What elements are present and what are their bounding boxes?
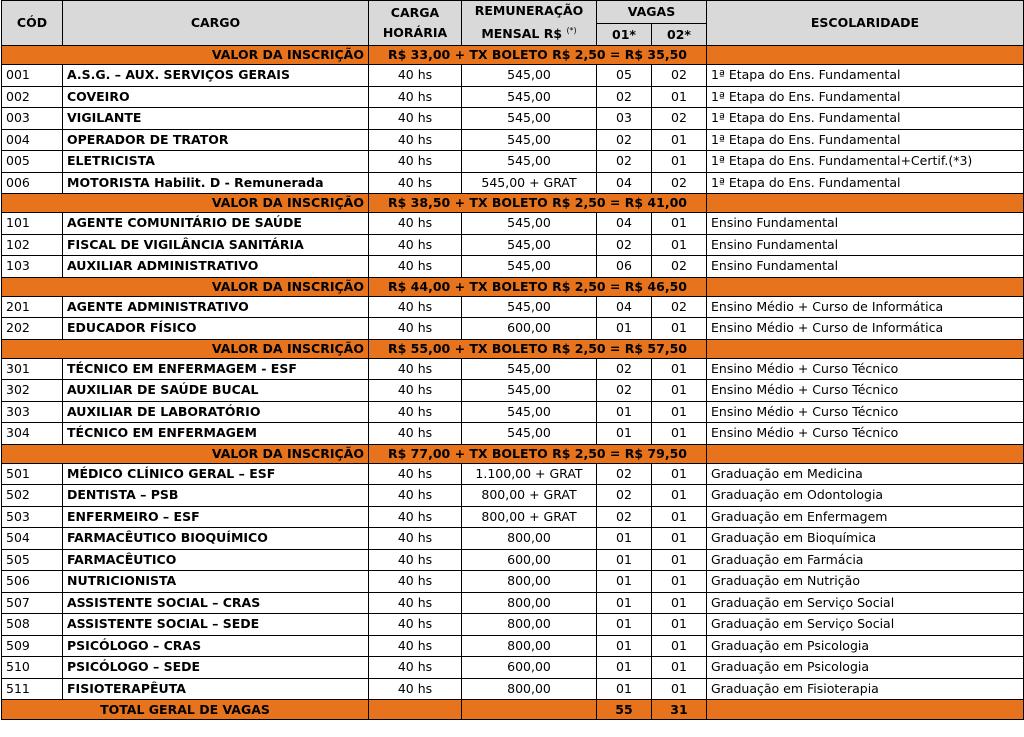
fee-empty: [707, 339, 1024, 358]
cell-vagas-02: 01: [652, 635, 707, 657]
cell-carga: 40 hs: [369, 401, 462, 423]
cell-vagas-01: 02: [597, 380, 652, 402]
cell-cargo: COVEIRO: [63, 86, 369, 108]
cell-vagas-02: 01: [652, 129, 707, 151]
fee-value: R$ 55,00 + TX BOLETO R$ 2,50 = R$ 57,50: [369, 339, 707, 358]
cell-carga: 40 hs: [369, 151, 462, 173]
table-row: [2, 592, 1024, 614]
total-row: [2, 700, 1024, 720]
cell-cargo: FARMACÊUTICO BIOQUÍMICO: [63, 528, 369, 550]
table-row: [2, 296, 1024, 318]
cell-vagas-01: 02: [597, 358, 652, 380]
total-empty-rem: [462, 700, 597, 720]
cell-vagas-01: 01: [597, 318, 652, 340]
cell-cod: 506: [2, 571, 63, 593]
cell-vagas-02: 01: [652, 506, 707, 528]
cell-cargo: FARMACÊUTICO: [63, 549, 369, 571]
cell-vagas-02: 02: [652, 108, 707, 130]
cell-vagas-01: 04: [597, 213, 652, 235]
cell-remuneracao: 545,00: [462, 213, 597, 235]
table-row: [2, 485, 1024, 507]
header-remuneracao: [462, 1, 597, 46]
total-empty-carga: [369, 700, 462, 720]
cell-cod: 301: [2, 358, 63, 380]
cell-carga: 40 hs: [369, 318, 462, 340]
cell-vagas-02: 01: [652, 678, 707, 700]
cell-escolaridade: Graduação em Medicina: [707, 463, 1024, 485]
cell-cargo: EDUCADOR FÍSICO: [63, 318, 369, 340]
cell-cod: 102: [2, 234, 63, 256]
fee-empty: [707, 444, 1024, 463]
table-row: [2, 151, 1024, 173]
cell-cod: 003: [2, 108, 63, 130]
cell-cod: 201: [2, 296, 63, 318]
cell-carga: 40 hs: [369, 213, 462, 235]
fee-section-row: [2, 444, 1024, 463]
cell-escolaridade: 1ª Etapa do Ens. Fundamental+Certif.(*3): [707, 151, 1024, 173]
cell-remuneracao: 600,00: [462, 318, 597, 340]
cell-cod: 103: [2, 256, 63, 278]
cell-vagas-01: 02: [597, 151, 652, 173]
total-empty-esc: [707, 700, 1024, 720]
cell-cargo: A.S.G. – AUX. SERVIÇOS GERAIS: [63, 65, 369, 87]
cell-carga: 40 hs: [369, 358, 462, 380]
cell-vagas-01: 01: [597, 678, 652, 700]
total-label: TOTAL GERAL DE VAGAS: [2, 700, 369, 720]
cell-vagas-02: 02: [652, 296, 707, 318]
table-row: [2, 213, 1024, 235]
table-row: [2, 234, 1024, 256]
cell-carga: 40 hs: [369, 657, 462, 679]
fee-section-row: [2, 46, 1024, 65]
cell-vagas-02: 01: [652, 213, 707, 235]
cell-remuneracao: 545,00: [462, 423, 597, 445]
cell-carga: 40 hs: [369, 506, 462, 528]
cell-vagas-01: 01: [597, 571, 652, 593]
cell-cod: 002: [2, 86, 63, 108]
cell-escolaridade: Ensino Médio + Curso de Informática: [707, 296, 1024, 318]
header-rem-line2: MENSAL R$: [481, 26, 563, 42]
header-vagas: VAGAS: [597, 1, 707, 24]
cell-carga: 40 hs: [369, 635, 462, 657]
cell-cargo: MÉDICO CLÍNICO GERAL – ESF: [63, 463, 369, 485]
cell-carga: 40 hs: [369, 234, 462, 256]
cell-cod: 509: [2, 635, 63, 657]
cell-carga: 40 hs: [369, 65, 462, 87]
cell-cargo: AGENTE COMUNITÁRIO DE SAÚDE: [63, 213, 369, 235]
cell-carga: 40 hs: [369, 678, 462, 700]
cell-escolaridade: Ensino Médio + Curso Técnico: [707, 358, 1024, 380]
cell-vagas-02: 01: [652, 318, 707, 340]
cell-vagas-02: 01: [652, 571, 707, 593]
cell-remuneracao: 1.100,00 + GRAT: [462, 463, 597, 485]
cell-remuneracao: 545,00: [462, 234, 597, 256]
cell-cod: 508: [2, 614, 63, 636]
cell-cod: 303: [2, 401, 63, 423]
cell-carga: 40 hs: [369, 592, 462, 614]
table-row: [2, 172, 1024, 194]
cell-cod: 304: [2, 423, 63, 445]
cell-cargo: FISCAL DE VIGILÂNCIA SANITÁRIA: [63, 234, 369, 256]
table-row: [2, 108, 1024, 130]
cell-vagas-01: 01: [597, 657, 652, 679]
cell-vagas-02: 02: [652, 256, 707, 278]
cell-vagas-01: 01: [597, 528, 652, 550]
cell-remuneracao: 545,00: [462, 129, 597, 151]
cell-cod: 511: [2, 678, 63, 700]
cell-vagas-01: 01: [597, 592, 652, 614]
cell-vagas-02: 01: [652, 423, 707, 445]
cell-cod: 510: [2, 657, 63, 679]
cell-escolaridade: Ensino Médio + Curso Técnico: [707, 401, 1024, 423]
cell-carga: 40 hs: [369, 423, 462, 445]
cell-escolaridade: Graduação em Psicologia: [707, 657, 1024, 679]
cell-vagas-02: 01: [652, 485, 707, 507]
fee-label: VALOR DA INSCRIÇÃO: [2, 194, 369, 213]
fee-empty: [707, 46, 1024, 65]
cell-vagas-01: 01: [597, 549, 652, 571]
cell-remuneracao: 800,00: [462, 571, 597, 593]
cell-remuneracao: 545,00: [462, 86, 597, 108]
table-row: [2, 65, 1024, 87]
cell-carga: 40 hs: [369, 614, 462, 636]
cell-cargo: NUTRICIONISTA: [63, 571, 369, 593]
cell-cargo: AUXILIAR DE SAÚDE BUCAL: [63, 380, 369, 402]
cell-carga: 40 hs: [369, 172, 462, 194]
cell-cod: 505: [2, 549, 63, 571]
table-row: [2, 463, 1024, 485]
fee-empty: [707, 194, 1024, 213]
cell-escolaridade: Graduação em Fisioterapia: [707, 678, 1024, 700]
fee-empty: [707, 277, 1024, 296]
cell-vagas-02: 01: [652, 151, 707, 173]
cell-cargo: AUXILIAR ADMINISTRATIVO: [63, 256, 369, 278]
cell-remuneracao: 545,00 + GRAT: [462, 172, 597, 194]
cell-vagas-02: 01: [652, 234, 707, 256]
cell-carga: 40 hs: [369, 549, 462, 571]
fee-value: R$ 77,00 + TX BOLETO R$ 2,50 = R$ 79,50: [369, 444, 707, 463]
cell-carga: 40 hs: [369, 256, 462, 278]
cell-cargo: PSICÓLOGO – CRAS: [63, 635, 369, 657]
table-row: [2, 256, 1024, 278]
cell-escolaridade: Ensino Fundamental: [707, 256, 1024, 278]
cell-remuneracao: 600,00: [462, 657, 597, 679]
cell-remuneracao: 800,00: [462, 635, 597, 657]
cell-vagas-01: 02: [597, 463, 652, 485]
header-rem-line1: REMUNERAÇÃO: [474, 3, 584, 19]
cell-vagas-02: 01: [652, 528, 707, 550]
cell-vagas-02: 01: [652, 358, 707, 380]
cell-cargo: TÉCNICO EM ENFERMAGEM - ESF: [63, 358, 369, 380]
cell-cod: 507: [2, 592, 63, 614]
cell-vagas-01: 01: [597, 614, 652, 636]
cell-cod: 302: [2, 380, 63, 402]
cell-cargo: OPERADOR DE TRATOR: [63, 129, 369, 151]
cell-vagas-02: 01: [652, 86, 707, 108]
cell-vagas-02: 02: [652, 172, 707, 194]
cell-vagas-01: 03: [597, 108, 652, 130]
vacancies-table: [1, 0, 1024, 720]
table-row: [2, 401, 1024, 423]
cell-carga: 40 hs: [369, 463, 462, 485]
fee-section-row: [2, 194, 1024, 213]
table-row: [2, 86, 1024, 108]
table-row: [2, 635, 1024, 657]
cell-remuneracao: 545,00: [462, 108, 597, 130]
header-cargo: CARGO: [63, 1, 369, 46]
fee-value: R$ 38,50 + TX BOLETO R$ 2,50 = R$ 41,00: [369, 194, 707, 213]
header-vagas-02: 02*: [652, 24, 707, 46]
cell-vagas-01: 02: [597, 485, 652, 507]
table-row: [2, 318, 1024, 340]
cell-carga: 40 hs: [369, 129, 462, 151]
cell-cargo: FISIOTERAPÊUTA: [63, 678, 369, 700]
cell-carga: 40 hs: [369, 108, 462, 130]
cell-cargo: AGENTE ADMINISTRATIVO: [63, 296, 369, 318]
cell-vagas-01: 02: [597, 129, 652, 151]
cell-vagas-01: 02: [597, 234, 652, 256]
cell-remuneracao: 800,00 + GRAT: [462, 485, 597, 507]
cell-cargo: DENTISTA – PSB: [63, 485, 369, 507]
cell-vagas-01: 02: [597, 506, 652, 528]
cell-escolaridade: Graduação em Odontologia: [707, 485, 1024, 507]
fee-label: VALOR DA INSCRIÇÃO: [2, 46, 369, 65]
table-row: [2, 571, 1024, 593]
fee-label: VALOR DA INSCRIÇÃO: [2, 277, 369, 296]
cell-escolaridade: 1ª Etapa do Ens. Fundamental: [707, 65, 1024, 87]
cell-remuneracao: 545,00: [462, 401, 597, 423]
cell-escolaridade: Graduação em Farmácia: [707, 549, 1024, 571]
cell-remuneracao: 800,00: [462, 592, 597, 614]
cell-vagas-02: 01: [652, 657, 707, 679]
table-footer: [2, 700, 1024, 720]
table-body: [2, 46, 1024, 700]
cell-remuneracao: 545,00: [462, 256, 597, 278]
cell-remuneracao: 800,00 + GRAT: [462, 506, 597, 528]
cell-carga: 40 hs: [369, 571, 462, 593]
cell-vagas-01: 01: [597, 423, 652, 445]
cell-escolaridade: Graduação em Bioquímica: [707, 528, 1024, 550]
cell-carga: 40 hs: [369, 296, 462, 318]
header-cod: CÓD: [2, 1, 63, 46]
cell-cargo: VIGILANTE: [63, 108, 369, 130]
cell-escolaridade: Ensino Fundamental: [707, 234, 1024, 256]
cell-remuneracao: 800,00: [462, 678, 597, 700]
cell-cod: 503: [2, 506, 63, 528]
table-row: [2, 614, 1024, 636]
cell-escolaridade: Ensino Médio + Curso Técnico: [707, 380, 1024, 402]
cell-remuneracao: 545,00: [462, 358, 597, 380]
header-rem-mark: (*): [566, 26, 577, 36]
cell-cargo: ELETRICISTA: [63, 151, 369, 173]
table-row: [2, 657, 1024, 679]
cell-vagas-01: 05: [597, 65, 652, 87]
fee-label: VALOR DA INSCRIÇÃO: [2, 444, 369, 463]
cell-remuneracao: 600,00: [462, 549, 597, 571]
cell-cargo: PSICÓLOGO – SEDE: [63, 657, 369, 679]
cell-cod: 504: [2, 528, 63, 550]
header-carga: [369, 1, 462, 46]
cell-cod: 202: [2, 318, 63, 340]
cell-cargo: MOTORISTA Habilit. D - Remunerada: [63, 172, 369, 194]
fee-section-row: [2, 339, 1024, 358]
table-row: [2, 549, 1024, 571]
cell-escolaridade: Ensino Médio + Curso Técnico: [707, 423, 1024, 445]
cell-vagas-02: 01: [652, 463, 707, 485]
cell-cod: 502: [2, 485, 63, 507]
cell-cod: 005: [2, 151, 63, 173]
fee-label: VALOR DA INSCRIÇÃO: [2, 339, 369, 358]
cell-escolaridade: Ensino Médio + Curso de Informática: [707, 318, 1024, 340]
fee-value: R$ 44,00 + TX BOLETO R$ 2,50 = R$ 46,50: [369, 277, 707, 296]
cell-vagas-02: 01: [652, 401, 707, 423]
total-vagas-01: 55: [597, 700, 652, 720]
cell-remuneracao: 545,00: [462, 151, 597, 173]
cell-cod: 001: [2, 65, 63, 87]
cell-vagas-02: 01: [652, 549, 707, 571]
cell-remuneracao: 800,00: [462, 528, 597, 550]
cell-carga: 40 hs: [369, 86, 462, 108]
table-header: [2, 1, 1024, 46]
header-carga-line1: CARGA: [390, 5, 440, 20]
total-vagas-02: 31: [652, 700, 707, 720]
fee-section-row: [2, 277, 1024, 296]
header-escolaridade: ESCOLARIDADE: [707, 1, 1024, 46]
cell-vagas-02: 01: [652, 614, 707, 636]
cell-remuneracao: 545,00: [462, 65, 597, 87]
table-row: [2, 380, 1024, 402]
cell-cargo: ENFERMEIRO – ESF: [63, 506, 369, 528]
cell-cargo: ASSISTENTE SOCIAL – SEDE: [63, 614, 369, 636]
cell-escolaridade: 1ª Etapa do Ens. Fundamental: [707, 172, 1024, 194]
cell-escolaridade: 1ª Etapa do Ens. Fundamental: [707, 108, 1024, 130]
table-row: [2, 423, 1024, 445]
cell-vagas-01: 04: [597, 296, 652, 318]
cell-cargo: AUXILIAR DE LABORATÓRIO: [63, 401, 369, 423]
cell-vagas-01: 01: [597, 401, 652, 423]
cell-escolaridade: Graduação em Enfermagem: [707, 506, 1024, 528]
table-row: [2, 678, 1024, 700]
cell-cod: 501: [2, 463, 63, 485]
cell-cod: 006: [2, 172, 63, 194]
cell-carga: 40 hs: [369, 528, 462, 550]
header-vagas-01: 01*: [597, 24, 652, 46]
cell-cargo: ASSISTENTE SOCIAL – CRAS: [63, 592, 369, 614]
cell-escolaridade: Graduação em Nutrição: [707, 571, 1024, 593]
table-row: [2, 528, 1024, 550]
cell-remuneracao: 545,00: [462, 380, 597, 402]
cell-escolaridade: Graduação em Serviço Social: [707, 614, 1024, 636]
cell-remuneracao: 545,00: [462, 296, 597, 318]
table-row: [2, 129, 1024, 151]
cell-cod: 101: [2, 213, 63, 235]
cell-escolaridade: Graduação em Serviço Social: [707, 592, 1024, 614]
cell-vagas-02: 01: [652, 592, 707, 614]
cell-cod: 004: [2, 129, 63, 151]
cell-vagas-02: 02: [652, 65, 707, 87]
fee-value: R$ 33,00 + TX BOLETO R$ 2,50 = R$ 35,50: [369, 46, 707, 65]
cell-vagas-01: 06: [597, 256, 652, 278]
table-row: [2, 358, 1024, 380]
table-row: [2, 506, 1024, 528]
cell-vagas-01: 04: [597, 172, 652, 194]
cell-vagas-02: 01: [652, 380, 707, 402]
cell-vagas-01: 01: [597, 635, 652, 657]
cell-carga: 40 hs: [369, 380, 462, 402]
header-carga-line2: HORÁRIA: [382, 25, 448, 40]
cell-escolaridade: Ensino Fundamental: [707, 213, 1024, 235]
cell-escolaridade: 1ª Etapa do Ens. Fundamental: [707, 129, 1024, 151]
cell-carga: 40 hs: [369, 485, 462, 507]
cell-vagas-01: 02: [597, 86, 652, 108]
cell-escolaridade: 1ª Etapa do Ens. Fundamental: [707, 86, 1024, 108]
cell-remuneracao: 800,00: [462, 614, 597, 636]
cell-cargo: TÉCNICO EM ENFERMAGEM: [63, 423, 369, 445]
cell-escolaridade: Graduação em Psicologia: [707, 635, 1024, 657]
